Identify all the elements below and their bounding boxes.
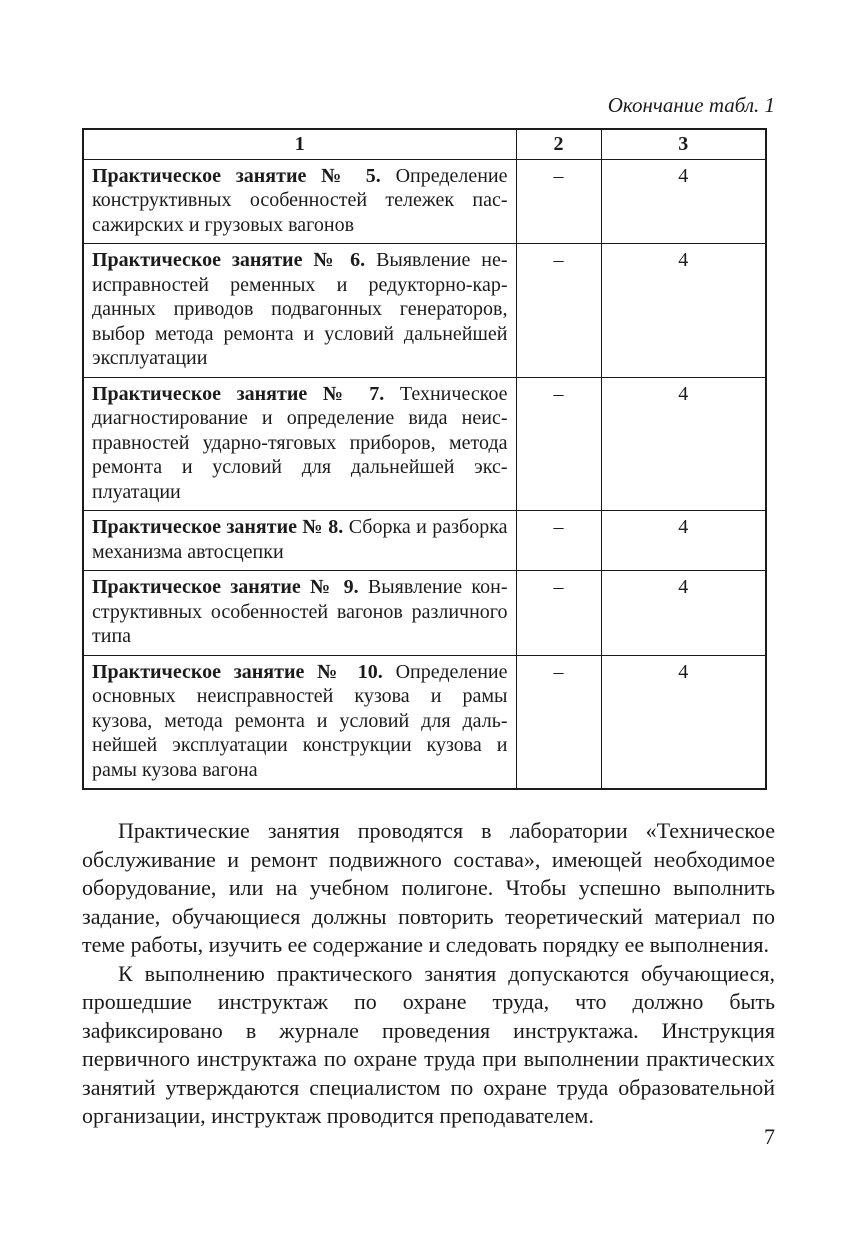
lesson-title-cell (83, 377, 516, 511)
lesson-description: Выявление конструктивных особенностей вагонов различного типа (92, 576, 508, 647)
lesson-description: Техническое диагностирование и определение вида неисправностей ударно-тяговых приборов, метода ремонта и условий для дальнейшей эксплуатации (92, 382, 508, 503)
lesson-description: Сборка и разборка механизма автосцепки (92, 516, 508, 563)
hours-col2-cell: – (516, 159, 601, 244)
body-paragraph: К выполнению практического занятия допускаются обучающиеся, прошедшие инструктаж по охране труда, что должно быть зафиксировано в журнале проведения инструктажа. Инструкция первичного инструктажа по охране труда при выполнении практических занятий утверждаются специалистом по охране труда образовательной организации, инструктаж проводится преподавателем. (82, 960, 775, 1128)
body-paragraph: Практические занятия проводятся в лаборатории «Техническое обслуживание и ремонт подвижного состава», имеющей необходимое оборудование, или на учебном полигоне. Чтобы успешно выполнить задание, обучающиеся должны повторить теоретический материал по теме работы, изучить ее содержание и следовать порядку ее выполнения. (82, 818, 775, 957)
hours-col3-cell: 4 (601, 377, 766, 511)
lesson-number-label: Практическое занятие № 7. (92, 382, 385, 405)
lesson-number-label: Практическое занятие № 6. (92, 249, 366, 271)
lesson-description: Определение конструктивных особенностей тележек пассажирских и грузовых вагонов (92, 164, 508, 236)
table-row (83, 571, 766, 656)
table-continuation-caption: Окончание табл. 1 (607, 93, 775, 117)
lesson-title-cell (83, 655, 516, 789)
table-row (83, 655, 766, 789)
lesson-description: Выявление неисправностей ременных и редукторно-карданных приводов подвагонных генераторов, выбор метода ремонта и условий дальнейшей эксплуатации (92, 249, 508, 369)
hours-col3-cell: 4 (601, 655, 766, 789)
column-header-2: 2 (516, 129, 601, 159)
lesson-description: Определение основных неисправностей кузова и рамы кузова, метода ремонта и условий для дальнейшей эксплуатации конструкции кузова и рамы кузова вагона (92, 660, 508, 781)
page-content (82, 0, 775, 1131)
table-row (83, 244, 766, 378)
lesson-number-label: Практическое занятие № 10. (92, 660, 383, 683)
hours-col3-cell: 4 (601, 571, 766, 656)
table-row (83, 377, 766, 511)
column-header-3: 3 (601, 129, 766, 159)
hours-col2-cell: – (516, 571, 601, 656)
table-row (83, 511, 766, 571)
hours-col2-cell: – (516, 377, 601, 511)
hours-col2-cell: – (516, 511, 601, 571)
lesson-number-label: Практическое занятие № 9. (92, 576, 359, 598)
curriculum-table (82, 128, 767, 790)
body-text-block (82, 817, 775, 1131)
hours-col3-cell: 4 (601, 159, 766, 244)
column-header-1: 1 (83, 129, 516, 159)
table-header-row (83, 129, 766, 159)
hours-col2-cell: – (516, 244, 601, 378)
lesson-title-cell (83, 571, 516, 656)
lesson-number-label: Практическое занятие № 5. (92, 164, 381, 187)
table-row (83, 159, 766, 244)
hours-col2-cell: – (516, 655, 601, 789)
lesson-number-label: Практическое занятие № 8. (92, 516, 344, 538)
page-number: 7 (764, 1124, 775, 1149)
hours-col3-cell: 4 (601, 511, 766, 571)
lesson-title-cell (83, 159, 516, 244)
hours-col3-cell: 4 (601, 244, 766, 378)
lesson-title-cell (83, 244, 516, 378)
lesson-title-cell (83, 511, 516, 571)
